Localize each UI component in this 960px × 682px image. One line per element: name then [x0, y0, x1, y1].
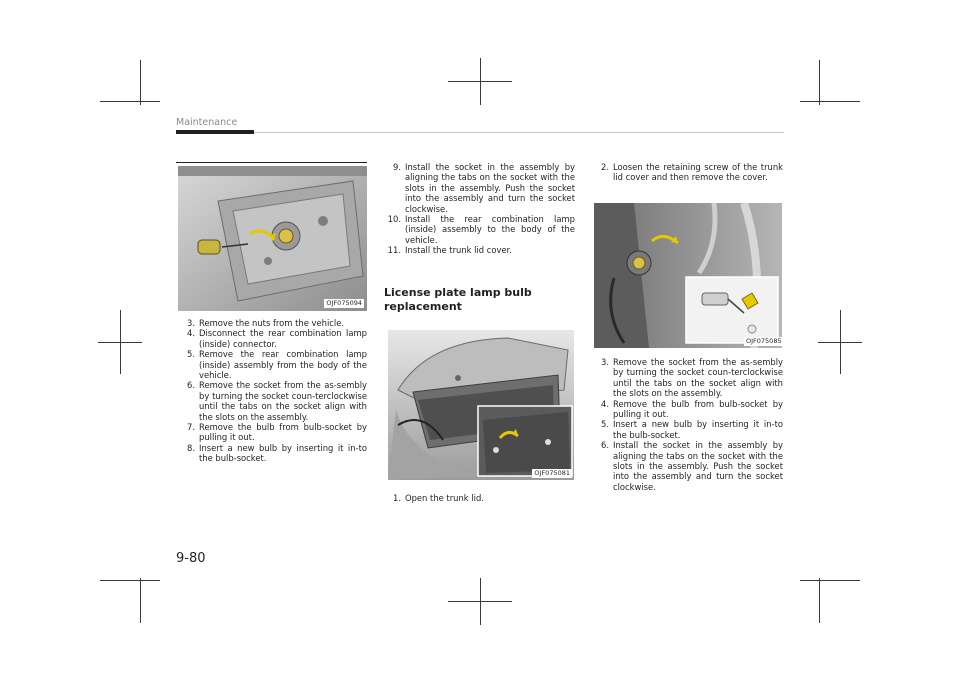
figure-trunk-open — [388, 330, 574, 480]
list-item: 4. Disconnect the rear combination lamp (inside) connector. — [187, 328, 367, 349]
header-bar — [176, 130, 254, 134]
col3-steps-top — [592, 162, 783, 183]
list-item: 8. Insert a new bulb by inserting it in-to the bulb-socket. — [187, 442, 367, 464]
figure-rear-lamp-assembly — [178, 166, 367, 311]
list-item: 6. Remove the socket from the as-sembly by turning the socket coun-terclockwise until the tabs on the socket align with the slots on the assembly. — [187, 380, 367, 422]
list-item: 6. Install the socket in the assembly by aligning the tabs on the socket with the slots in the assembly. Push the socket into the assembly and turn the socket clockwise. — [601, 440, 783, 492]
list-item: 9. Install the socket in the assembly by aligning the tabs on the socket with the slots in the assembly. Push the socket into the assembly and turn the socket clockwise. — [393, 162, 575, 214]
figure-code: OJF075085 — [746, 337, 782, 345]
header-rule — [254, 132, 784, 133]
figure-code: OJF075094 — [326, 299, 362, 307]
list-item: 10. Install the rear combination lamp (inside) assembly to the body of the vehicle. — [387, 214, 575, 245]
list-item: 3. Remove the socket from the as-sembly by turning the socket coun-terclockwise until the tabs on the socket align with the slots on the assembly. — [601, 357, 783, 399]
list-item: 2. Loosen the retaining screw of the trunk lid cover and then remove the cover. — [601, 162, 783, 183]
list-item: 1. Open the trunk lid. — [393, 493, 484, 503]
list-item: 11. Install the trunk lid cover. — [387, 245, 512, 256]
col1-steps — [178, 318, 367, 464]
figure-code: OJF075081 — [534, 469, 570, 477]
col2-steps — [384, 162, 575, 256]
section-header: Maintenance — [176, 117, 238, 128]
section-title: License plate lamp bulb replacement — [384, 286, 532, 313]
list-item: 4. Remove the bulb from bulb-socket by pulling it out. — [601, 398, 783, 420]
page-number: 9-80 — [176, 551, 206, 566]
col1-top-rule — [176, 162, 367, 163]
list-item: 7. Remove the bulb from bulb-socket by pulling it out. — [187, 422, 367, 443]
col3-steps — [592, 357, 783, 492]
figure-license-lamp-socket — [594, 203, 782, 348]
list-item: 3. Remove the nuts from the vehicle. — [187, 318, 345, 328]
list-item: 5. Insert a new bulb by inserting it in-to the bulb-socket. — [601, 419, 783, 440]
list-item: 5. Remove the rear combination lamp (inside) assembly from the body of the vehicle. — [187, 349, 367, 381]
col2-steps-2 — [384, 493, 575, 503]
